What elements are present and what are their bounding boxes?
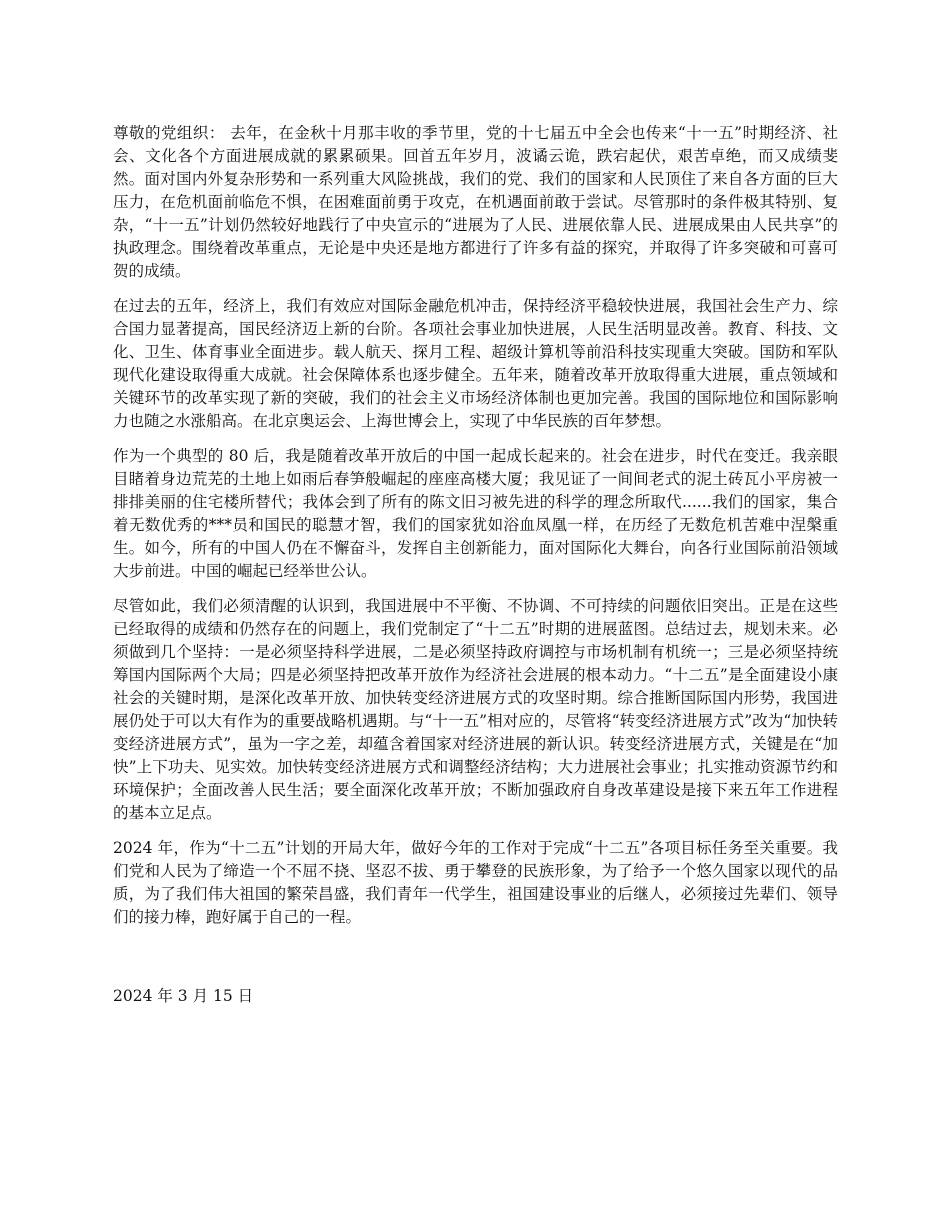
paragraph-closing: 2024 年，作为“十二五”计划的开局大年，做好今年的工作对于完成“十二五”各项目标任务至关重要。我们党和人民为了缔造一个不屈不挠、坚忍不拔、勇于攀登的民族形象，为了给予一个悠久国家以现代的品质，为了我们伟大祖国的繁荣昌盛，我们青年一代学生，祖国建设事业的后继人，必须接过先辈们、领导们的接力棒，跑好属于自己的一程。 — [113, 839, 838, 926]
document-page — [113, 122, 838, 1008]
document-date: 2024 年 3 月 15 日 — [113, 987, 254, 1005]
paragraph-five-years: 在过去的五年，经济上，我们有效应对国际金融危机冲击，保持经济平稳较快进展，我国社会生产力、综合国力显著提高，国民经济迈上新的台阶。各项社会事业加快进展，人民生活明显改善。教育、科技、文化、卫生、体育事业全面进步。载人航天、探月工程、超级计算机等前沿科技实现重大突破。国防和军队现代化建设取得重大成就。社会保障体系也逐步健全。五年来，随着改革开放取得重大进展，重点领域和关键环节的改革实现了新的突破，我们的社会主义市场经济体制也更加完善。我国的国际地位和国际影响力也随之水涨船高。在北京奥运会、上海世博会上，实现了中华民族的百年梦想。 — [113, 297, 838, 430]
paragraph-twelfth-plan: 尽管如此，我们必须清醒的认识到，我国进展中不平衡、不协调、不可持续的问题依旧突出。正是在这些已经取得的成绩和仍然存在的问题上，我们党制定了“十二五”时期的进展蓝图。总结过去，规划未来。必须做到几个坚持：一是必须坚持科学进展，二是必须坚持政府调控与市场机制有机统一；三是必须坚持统筹国内国际两个大局；四是必须坚持把改革开放作为经济社会进展的根本动力。“十二五”是全面建设小康社会的关键时期，是深化改革开放、加快转变经济进展方式的攻坚时期。综合推断国际国内形势，我国进展仍处于可以大有作为的重要战略机遇期。与“十一五”相对应的，尽管将“转变经济进展方式”改为“加快转变经济进展方式”，虽为一字之差，却蕴含着国家对经济进展的新认识。转变经济进展方式，关键是在“加快”上下功夫、见实效。加快转变经济进展方式和调整经济结构；大力进展社会事业；扎实推动资源节约和环境保护；全面改善人民生活；要全面深化改革开放；不断加强政府自身改革建设是接下来五年工作进程的基本立足点。 — [113, 597, 838, 822]
paragraph-opening: 尊敬的党组织： 去年，在金秋十月那丰收的季节里，党的十七届五中全会也传来“十一五”时期经济、社会、文化各个方面进展成就的累累硕果。回首五年岁月，波谲云诡，跌宕起伏，艰苦卓绝，而又成绩斐然。面对国内外复杂形势和一系列重大风险挑战，我们的党、我们的国家和人民顶住了来自各方面的巨大压力，在危机面前临危不惧，在困难面前勇于攻克，在机遇面前敢于尝试。尽管那时的条件极其特别、复杂，“十一五”计划仍然较好地践行了中央宣示的“进展为了人民、进展依靠人民、进展成果由人民共享”的执政理念。围绕着改革重点，无论是中央还是地方都进行了许多有益的探究，并取得了许多突破和可喜可贺的成绩。 — [113, 124, 838, 280]
paragraph-personal: 作为一个典型的 80 后，我是随着改革开放后的中国一起成长起来的。社会在进步，时代在变迁。我亲眼目睹着身边荒芜的土地上如雨后春笋般崛起的座座高楼大厦；我见证了一间间老式的泥土砖瓦小平房被一排排美丽的住宅楼所替代；我体会到了所有的陈文旧习被先进的科学的理念所取代......我们的国家，集合着无数优秀的***员和国民的聪慧才智，我们的国家犹如浴血凤凰一样，在历经了无数危机苦难中涅槃重生。如今，所有的中国人仍在不懈奋斗，发挥自主创新能力，面对国际化大舞台，向各行业国际前沿领域大步前进。中国的崛起已经举世公认。 — [113, 447, 838, 580]
spacer — [113, 941, 838, 985]
